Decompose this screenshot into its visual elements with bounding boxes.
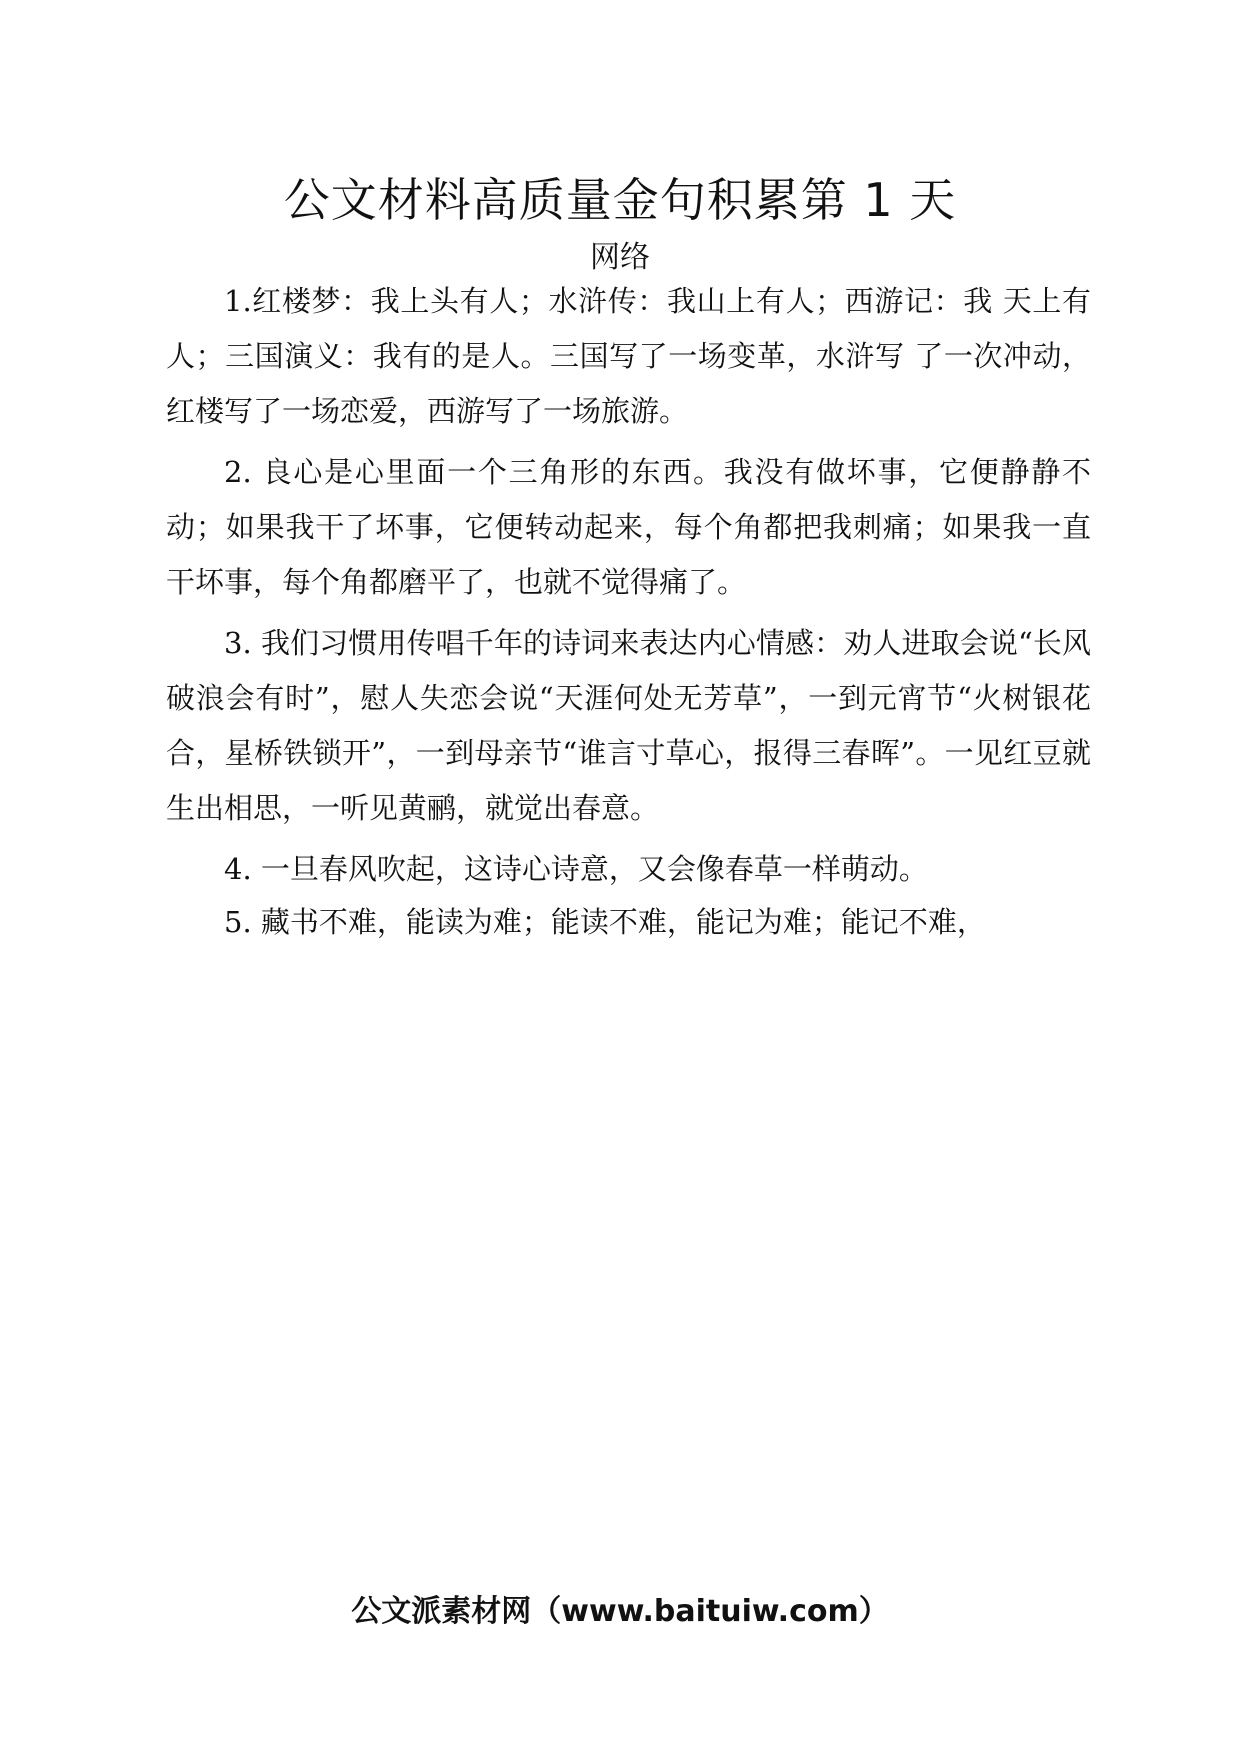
paragraph-4: 4. 一旦春风吹起，这诗心诗意，又会像春草一样萌动。: [224, 852, 928, 886]
page-footer: 公文派素材网（www.baituiw.com）: [351, 1594, 889, 1629]
page-title: 公文材料高质量金句积累第 1 天: [283, 173, 957, 227]
document-body: [166, 274, 1091, 947]
paragraph-5: 5. 藏书不难，能读为难；能读不难，能记为难；能记不难，: [224, 905, 986, 939]
page-subtitle: 网络: [590, 240, 650, 275]
paragraph-1: 1.红楼梦：我上头有人；水浒传：我山上有人；西游记：我 天上有人；三国演义：我有的是人。三国写了一场变革，水浒写 了一次冲动，红楼写了一场恋爱，西游写了一场旅游。: [166, 284, 1091, 428]
paragraph-3: 3. 我们习惯用传唱千年的诗词来表达内心情感：劝人进取会说“长风破浪会有时”，慰人失恋会说“天涯何处无芳草”，一到元宵节“火树银花合，星桥铁锁开”，一到母亲节“谁言寸草心，报得三春晖”。一见红豆就生出相思，一听见黄鹂，就觉出春意。: [166, 626, 1091, 825]
paragraph-2: 2. 良心是心里面一个三角形的东西。我没有做坏事，它便静静不动；如果我干了坏事，它便转动起来，每个角都把我刺痛；如果我一直干坏事，每个角都磨平了，也就不觉得痛了。: [166, 455, 1091, 599]
